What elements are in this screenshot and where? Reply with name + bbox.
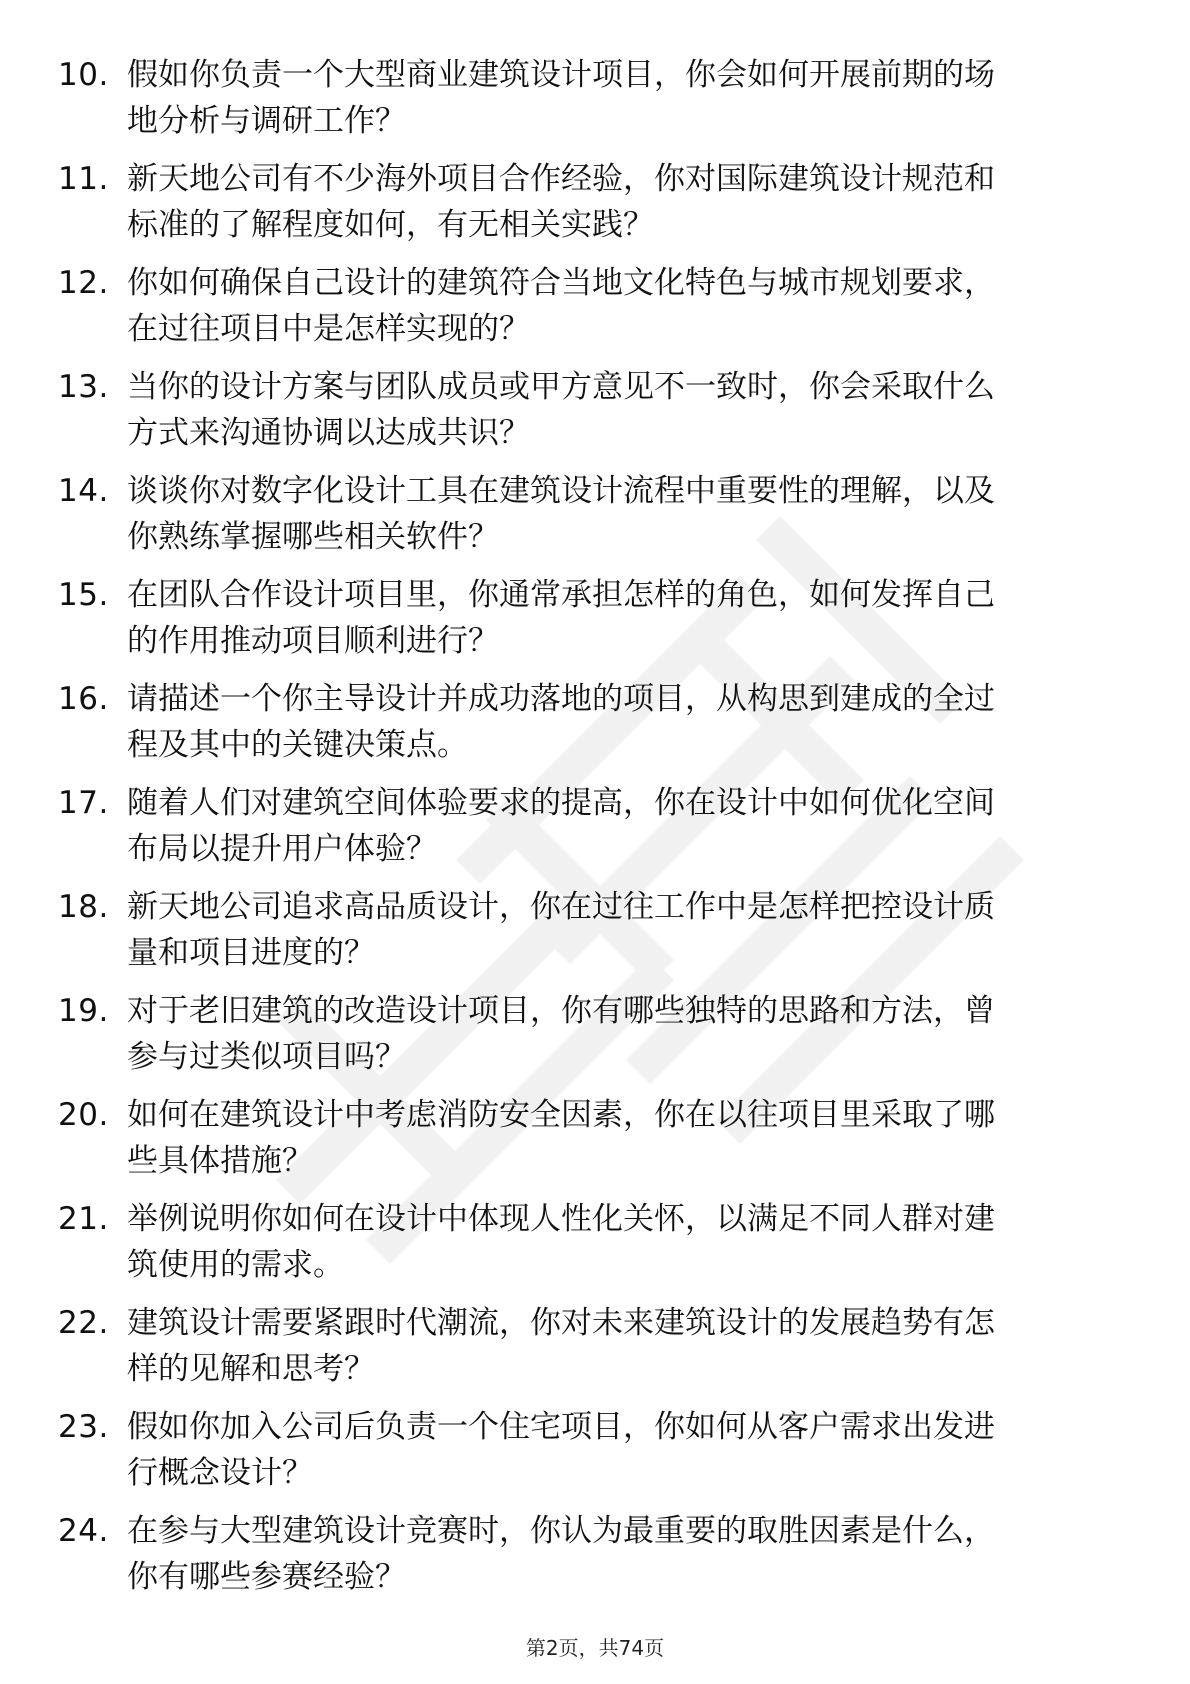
list-item	[0, 884, 1190, 988]
list-item	[0, 156, 1190, 260]
question-text-line-2: 筑使用的需求。	[127, 1247, 344, 1283]
list-item	[0, 364, 1190, 468]
question-text	[127, 1300, 1117, 1392]
question-number: 24.	[58, 1513, 109, 1549]
question-text-line-1: 在团队合作设计项目里，你通常承担怎样的角色，如何发挥自己	[127, 577, 995, 613]
question-text	[127, 1196, 1117, 1288]
list-item	[0, 260, 1190, 364]
question-text-line-1: 新天地公司追求高品质设计，你在过往工作中是怎样把控设计质	[127, 889, 995, 925]
list-item	[0, 572, 1190, 676]
question-text-line-1: 对于老旧建筑的改造设计项目，你有哪些独特的思路和方法，曾	[127, 993, 995, 1029]
question-text-line-2: 你熟练掌握哪些相关软件？	[127, 519, 499, 555]
list-item	[0, 988, 1190, 1092]
list-item	[0, 780, 1190, 884]
question-text-line-2: 程及其中的关键决策点。	[127, 727, 468, 763]
question-text-line-1: 新天地公司有不少海外项目合作经验，你对国际建筑设计规范和	[127, 161, 995, 197]
question-text-line-2: 样的见解和思考？	[127, 1351, 375, 1387]
question-number: 21.	[58, 1201, 109, 1237]
question-number: 18.	[58, 889, 109, 925]
question-text	[127, 676, 1117, 768]
question-text	[127, 780, 1117, 872]
question-text	[127, 1404, 1117, 1496]
list-item	[0, 1300, 1190, 1404]
question-number: 17.	[58, 785, 109, 821]
question-text	[127, 572, 1117, 664]
list-item	[0, 1092, 1190, 1196]
question-number: 16.	[58, 681, 109, 717]
question-text-line-1: 举例说明你如何在设计中体现人性化关怀，以满足不同人群对建	[127, 1201, 995, 1237]
question-text	[127, 1508, 1117, 1600]
question-text	[127, 260, 1117, 352]
question-list	[0, 52, 1190, 1612]
question-text-line-1: 假如你加入公司后负责一个住宅项目，你如何从客户需求出发进	[127, 1409, 995, 1445]
question-text-line-2: 行概念设计？	[127, 1455, 313, 1491]
question-text-line-2: 的作用推动项目顺利进行？	[127, 623, 499, 659]
question-number: 20.	[58, 1097, 109, 1133]
list-item	[0, 676, 1190, 780]
question-number: 10.	[58, 57, 109, 93]
question-text-line-1: 假如你负责一个大型商业建筑设计项目，你会如何开展前期的场	[127, 57, 995, 93]
question-text	[127, 988, 1117, 1080]
list-item	[0, 1404, 1190, 1508]
question-text	[127, 52, 1117, 144]
question-text	[127, 364, 1117, 456]
question-text	[127, 884, 1117, 976]
question-text-line-1: 如何在建筑设计中考虑消防安全因素，你在以往项目里采取了哪	[127, 1097, 995, 1133]
question-number: 12.	[58, 265, 109, 301]
question-text-line-1: 建筑设计需要紧跟时代潮流，你对未来建筑设计的发展趋势有怎	[127, 1305, 995, 1341]
question-number: 23.	[58, 1409, 109, 1445]
question-text-line-1: 在参与大型建筑设计竞赛时，你认为最重要的取胜因素是什么，	[127, 1513, 995, 1549]
question-text	[127, 468, 1117, 560]
question-text-line-2: 标准的了解程度如何，有无相关实践？	[127, 207, 654, 243]
question-text-line-2: 在过往项目中是怎样实现的？	[127, 311, 530, 347]
list-item	[0, 1508, 1190, 1612]
question-text-line-1: 谈谈你对数字化设计工具在建筑设计流程中重要性的理解，以及	[127, 473, 995, 509]
question-text-line-1: 你如何确保自己设计的建筑符合当地文化特色与城市规划要求，	[127, 265, 995, 301]
page-footer: 第2页，共74页	[525, 1636, 665, 1660]
question-text-line-2: 布局以提升用户体验？	[127, 831, 437, 867]
question-number: 15.	[58, 577, 109, 613]
question-text	[127, 156, 1117, 248]
question-text-line-2: 你有哪些参赛经验？	[127, 1559, 406, 1595]
list-item	[0, 52, 1190, 156]
question-text-line-2: 方式来沟通协调以达成共识？	[127, 415, 530, 451]
question-number: 14.	[58, 473, 109, 509]
list-item	[0, 468, 1190, 572]
question-number: 11.	[58, 161, 109, 197]
question-text	[127, 1092, 1117, 1184]
question-text-line-2: 些具体措施？	[127, 1143, 313, 1179]
question-text-line-2: 参与过类似项目吗？	[127, 1039, 406, 1075]
question-text-line-1: 当你的设计方案与团队成员或甲方意见不一致时，你会采取什么	[127, 369, 995, 405]
question-text-line-2: 地分析与调研工作？	[127, 103, 406, 139]
list-item	[0, 1196, 1190, 1300]
question-text-line-1: 随着人们对建筑空间体验要求的提高，你在设计中如何优化空间	[127, 785, 995, 821]
question-number: 13.	[58, 369, 109, 405]
question-number: 22.	[58, 1305, 109, 1341]
question-number: 19.	[58, 993, 109, 1029]
question-text-line-1: 请描述一个你主导设计并成功落地的项目，从构思到建成的全过	[127, 681, 995, 717]
question-text-line-2: 量和项目进度的？	[127, 935, 375, 971]
